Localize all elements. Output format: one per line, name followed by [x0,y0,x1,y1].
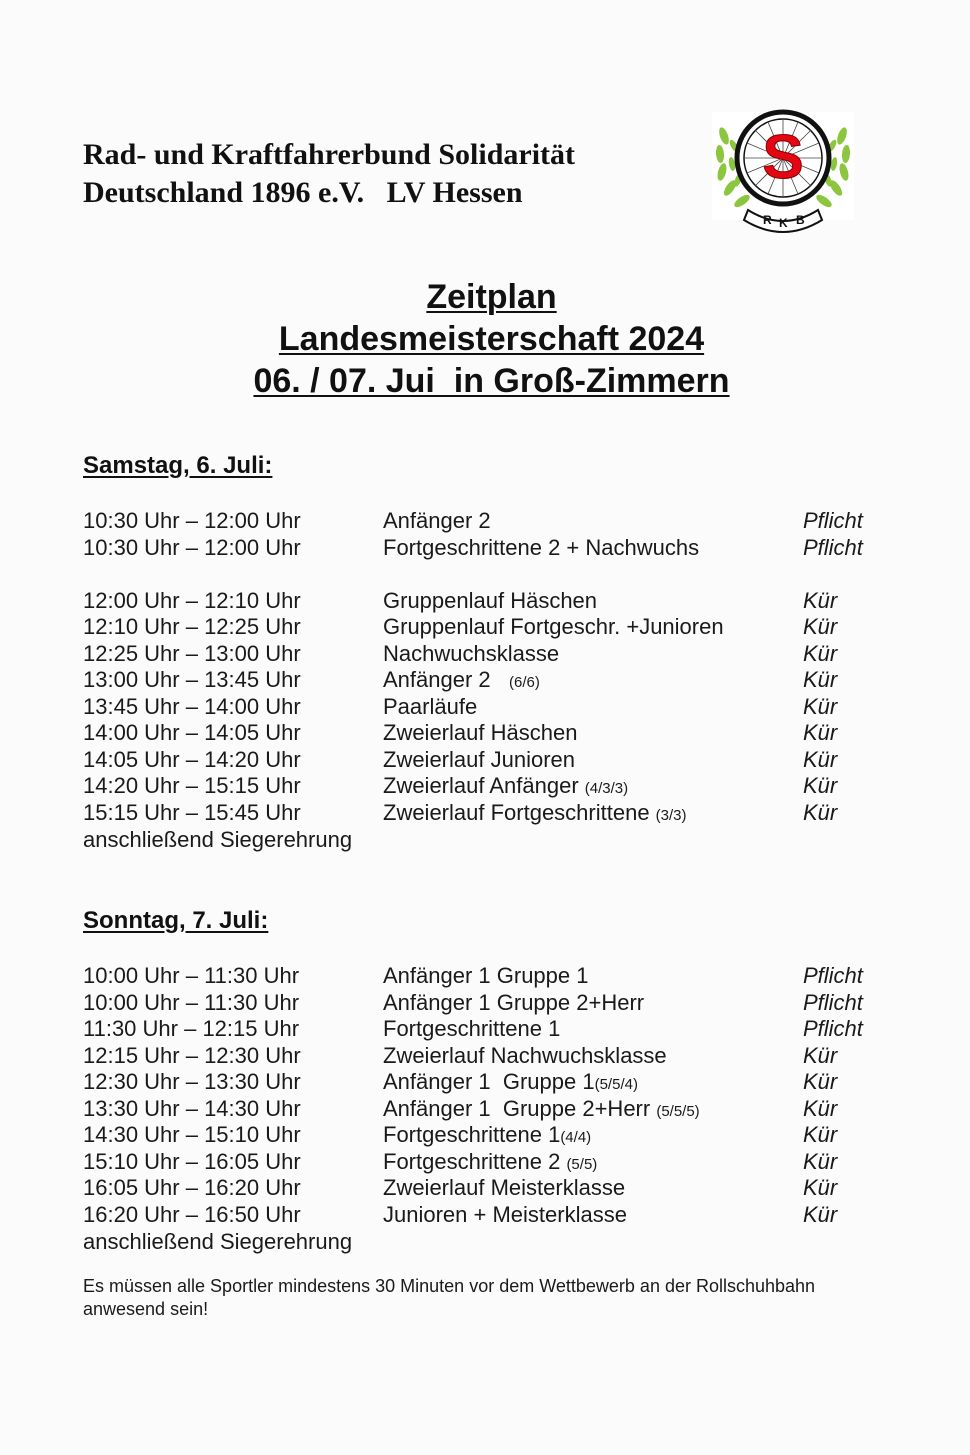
row-event: Gruppenlauf Fortgeschr. +Junioren [383,614,724,639]
row-event: Paarläufe [383,693,478,719]
row-time: 10:30 Uhr – 12:00 Uhr [83,508,301,533]
logo-initial-k: K [779,216,788,230]
row-time: 16:20 Uhr – 16:50 Uhr [83,1201,301,1227]
row-event: Gruppenlauf Häschen [383,587,598,613]
row-time: 12:00 Uhr – 12:10 Uhr [83,587,301,613]
row-type: Kür [803,1175,838,1200]
row-type: Kür [803,693,838,719]
schedule-row [83,1175,923,1202]
row-type: Kür [803,1148,838,1174]
row-type: Kür [803,799,838,825]
logo-initial-r: R [763,213,772,227]
row-time: 14:05 Uhr – 14:20 Uhr [83,746,301,772]
row-time: 13:45 Uhr – 14:00 Uhr [83,693,301,719]
schedule-row [83,694,923,721]
saturday-closing: anschließend Siegerehrung [83,827,353,852]
schedule-row [83,535,923,562]
row-event: Zweierlauf Meisterklasse [383,1175,626,1200]
row-time: 12:30 Uhr – 13:30 Uhr [83,1069,301,1094]
row-type: Kür [803,1042,838,1068]
row-event: Zweierlauf Fortgeschrittene (3/3) [383,799,687,825]
schedule-row [83,508,923,535]
saturday-schedule [83,508,923,826]
row-time: 15:15 Uhr – 15:45 Uhr [83,799,301,825]
schedule-row [83,1016,923,1043]
row-event: Anfänger 2 (6/6) [383,667,540,692]
row-type: Kür [803,1095,838,1121]
organization-name [83,136,575,212]
row-event: Zweierlauf Häschen [383,720,578,745]
row-event: Zweierlauf Junioren [383,746,575,772]
row-type: Kür [803,1069,838,1094]
row-event: Anfänger 2 [383,508,491,533]
row-type: Kür [803,773,838,798]
schedule-row [83,1069,923,1096]
schedule-row [83,800,923,827]
row-event: Fortgeschrittene 2 + Nachwuchs [383,534,700,560]
saturday-heading: Samstag, 6. Juli: [83,452,273,479]
row-time: 14:00 Uhr – 14:05 Uhr [83,720,301,745]
row-event: Nachwuchsklasse [383,640,560,666]
row-time: 13:00 Uhr – 13:45 Uhr [83,667,301,692]
sunday-closing: anschließend Siegerehrung [83,1229,353,1254]
row-type: Kür [803,640,838,666]
sunday-schedule [83,963,923,1228]
row-event: Anfänger 1 Gruppe 1 [383,963,589,988]
row-type: Pflicht [803,989,863,1015]
schedule-row [83,1122,923,1149]
row-type: Pflicht [803,508,863,533]
row-type: Pflicht [803,534,863,560]
row-type: Kür [803,1201,838,1227]
row-type: Kür [803,614,838,639]
row-event: Junioren + Meisterklasse [383,1201,627,1227]
row-type: Kür [803,746,838,772]
schedule-row [83,990,923,1017]
row-event: Fortgeschrittene 1(4/4) [383,1122,592,1147]
schedule-row [83,641,923,668]
row-type: Pflicht [803,963,863,988]
title-line-2: Landesmeisterschaft 2024 [278,320,705,358]
row-event: Fortgeschrittene 2 (5/5) [383,1148,598,1174]
schedule-row [83,1096,923,1123]
row-type: Kür [803,667,838,692]
row-time: 12:10 Uhr – 12:25 Uhr [83,614,301,639]
row-time: 10:00 Uhr – 11:30 Uhr [83,989,300,1015]
row-time: 14:20 Uhr – 15:15 Uhr [83,773,301,798]
row-time: 13:30 Uhr – 14:30 Uhr [83,1095,301,1121]
row-event: Zweierlauf Anfänger (4/3/3) [383,773,629,798]
logo-letter: S [762,123,804,192]
row-time: 10:00 Uhr – 11:30 Uhr [83,963,300,988]
row-time: 15:10 Uhr – 16:05 Uhr [83,1148,301,1174]
schedule-row [83,614,923,641]
attendance-note: Es müssen alle Sportler mindestens 30 Minuten vor dem Wettbewerb an der Rollschuhbahn anwesend sein! [83,1276,816,1319]
row-type: Pflicht [803,1016,863,1041]
row-time: 12:15 Uhr – 12:30 Uhr [83,1042,301,1068]
org-line-2: Deutschland 1896 e.V. LV Hessen [83,176,523,209]
org-line-1: Rad- und Kraftfahrerbund Solidarität [83,138,576,171]
row-type: Kür [803,587,838,613]
row-time: 14:30 Uhr – 15:10 Uhr [83,1122,301,1147]
logo-initial-b: B [796,213,805,227]
row-event: Anfänger 1 Gruppe 2+Herr (5/5/5) [383,1095,700,1121]
row-type: Kür [803,720,838,745]
schedule-row [83,588,923,615]
row-event: Anfänger 1 Gruppe 2+Herr [383,989,645,1015]
schedule-row [83,747,923,774]
row-time: 16:05 Uhr – 16:20 Uhr [83,1175,301,1200]
row-event: Zweierlauf Nachwuchsklasse [383,1042,667,1068]
row-time: 11:30 Uhr – 12:15 Uhr [83,1016,300,1041]
schedule-row [83,667,923,694]
title-line-3: 06. / 07. Jui in Groß-Zimmern [253,362,730,400]
schedule-row [83,720,923,747]
schedule-row [83,1202,923,1229]
row-time: 12:25 Uhr – 13:00 Uhr [83,640,301,666]
rkb-logo-icon [710,106,856,236]
schedule-row [83,963,923,990]
row-type: Kür [803,1122,838,1147]
schedule-row [83,1149,923,1176]
row-event: Fortgeschrittene 1 [383,1016,561,1041]
schedule-row [83,1043,923,1070]
schedule-row [83,773,923,800]
row-event: Anfänger 1 Gruppe 1(5/5/4) [383,1069,638,1094]
title-line-1: Zeitplan [426,278,557,316]
row-time: 10:30 Uhr – 12:00 Uhr [83,534,301,560]
sunday-heading: Sonntag, 7. Juli: [83,907,269,934]
document-title [0,276,970,402]
